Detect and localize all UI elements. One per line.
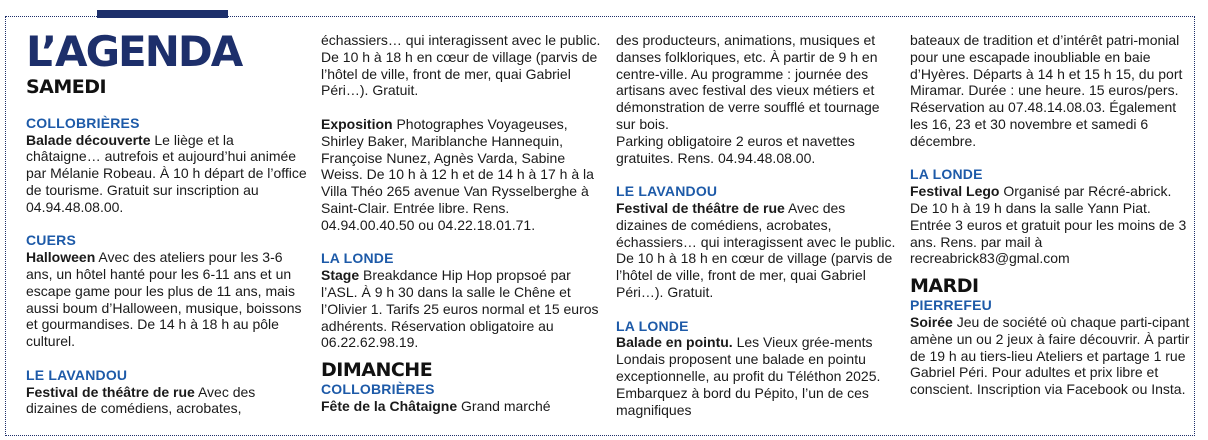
column-2	[321, 32, 603, 415]
location-collobrieres: COLLOBRIÈRES	[26, 114, 140, 131]
location-le-lavandou: LE LAVANDOU	[26, 366, 128, 383]
event-text: Avec des dizaines de comédiens, acrobates, échassiers… qui interagissent avec le public. De 10 h à 18 h en cœur de village (parvis de l’hôtel de ville, front de mer, quai Gabriel Péri…). Gratuit.	[616, 199, 896, 300]
event-fete-chataigne	[321, 398, 603, 415]
event-festival-lego	[910, 183, 1192, 267]
event-soiree	[910, 314, 1192, 398]
event-name: Exposition	[321, 115, 393, 132]
location-cuers: CUERS	[26, 232, 77, 249]
column-3	[616, 32, 898, 418]
event-name: Balade en pointu.	[616, 334, 733, 351]
event-halloween	[26, 249, 308, 350]
event-parking-info: Parking obligatoire 2 euros et navettes gratuites. Rens. 04.94.48.08.00.	[616, 132, 855, 166]
day-heading-dimanche: DIMANCHE	[321, 359, 433, 382]
location-la-londe: LA LONDE	[321, 250, 394, 267]
event-exposition	[321, 116, 603, 234]
event-name: Soirée	[910, 313, 953, 330]
location-le-lavandou: LE LAVANDOU	[616, 183, 718, 200]
event-text: Avec des ateliers pour les 3-6 ans, un hôtel hanté pour les 6-11 ans et un escape game pour les plus de 11 ans, mais aussi boum d’Halloween, musique, boissons et gourmandises. De 14 h à 18 h au pôle culturel.	[26, 249, 302, 350]
event-stage	[321, 267, 603, 351]
event-name: Festival Lego	[910, 183, 1000, 200]
day-heading-mardi: MARDI	[910, 275, 979, 298]
event-continuation: échassiers… qui interagissent avec le public. De 10 h à 18 h en cœur de village (parvis de l’hôtel de ville, front de mer, quai Gabriel Péri…). Gratuit.	[321, 32, 601, 99]
event-text: Les Vieux grée-ments Londais proposent une balade en pointu exceptionnelle, au profit du Téléthon 2025. Embarquez à bord du Pépito, l’un de ces magnifiques	[616, 334, 881, 418]
column-1	[26, 27, 308, 417]
event-text: Avec des dizaines de comédiens, acrobates,	[26, 383, 256, 417]
location-collobrieres: COLLOBRIÈRES	[321, 381, 435, 398]
header-accent-bar	[97, 10, 228, 18]
event-name: Halloween	[26, 249, 96, 266]
event-name: Festival de théâtre de rue	[616, 199, 785, 216]
event-festival-theatre	[616, 200, 898, 301]
event-text: Organisé par Récré-abrick. De 10 h à 19 h dans la salle Yann Piat. Entrée 3 euros et gratuit pour les moins de 3 ans. Rens. par mail à recreabrick83@gmal.com	[910, 183, 1187, 267]
location-la-londe: LA LONDE	[910, 166, 983, 183]
event-continuation: bateaux de tradition et d’intérêt patri-monial pour une escapade inoubliable en baie d’Hyères. Départs à 14 h et 15 h 15, du port Miramar. Durée : une heure. 15 euros/pers. Réservation au 07.48.14.08.03. Également les 16, 23 et 30 novembre et samedi 6 décembre.	[910, 32, 1183, 149]
event-text: Photographes Voyageuses, Shirley Baker, Mariblanche Hannequin, Françoise Nunez, Agnès Varda, Sabine Weiss. De 10 h à 12 h et de 14 h à 17 h à la Villa Théo 265 avenue Van Rysselberghe à Saint-Clair. Entrée libre. Rens. 04.94.00.40.50 ou 04.22.18.01.71.	[321, 115, 594, 233]
event-text: Jeu de société où chaque parti-cipant amène un ou 2 jeux à faire découvrir. À partir de 19 h au tiers-lieu Ateliers et partage 1 rue Gabriel Péri. Pour adultes et prix libre et conscient. Inscription via Facebook ou Insta.	[910, 313, 1190, 398]
event-festival-theatre	[26, 384, 308, 418]
event-text: Breakdance Hip Hop propsoé par l’ASL. À 9 h 30 dans la salle le Chêne et l’Olivier 1. Tarifs 25 euros normal et 15 euros adhérents. Réservation obligatoire au 06.22.62.98.19.	[321, 267, 599, 351]
location-la-londe: LA LONDE	[616, 317, 689, 334]
column-4	[910, 32, 1192, 398]
event-balade-decouverte	[26, 132, 308, 216]
event-text: Grand marché	[457, 397, 551, 414]
event-name: Balade découverte	[26, 131, 151, 148]
event-text: Le liège et la châtaigne… autrefois et aujourd’hui animée par Mélanie Robeau. À 10 h départ de l’office de tourisme. Gratuit sur inscription au 04.94.48.08.00.	[26, 131, 307, 215]
event-name: Fête de la Châtaigne	[321, 397, 458, 414]
event-name: Festival de théâtre de rue	[26, 383, 195, 400]
day-heading-samedi: SAMEDI	[26, 76, 107, 98]
page-title: L’AGENDA	[26, 27, 242, 76]
event-continuation: des producteurs, animations, musiques et danses folkloriques, etc. À partir de 9 h en centre-ville. Au programme : journée des artisans avec festival des vieux métiers et démonstration de verre soufflé et tournage sur bois.	[616, 32, 880, 132]
event-name: Stage	[321, 267, 360, 284]
location-pierrefeu: PIERREFEU	[910, 297, 992, 314]
event-balade-pointu	[616, 334, 898, 418]
